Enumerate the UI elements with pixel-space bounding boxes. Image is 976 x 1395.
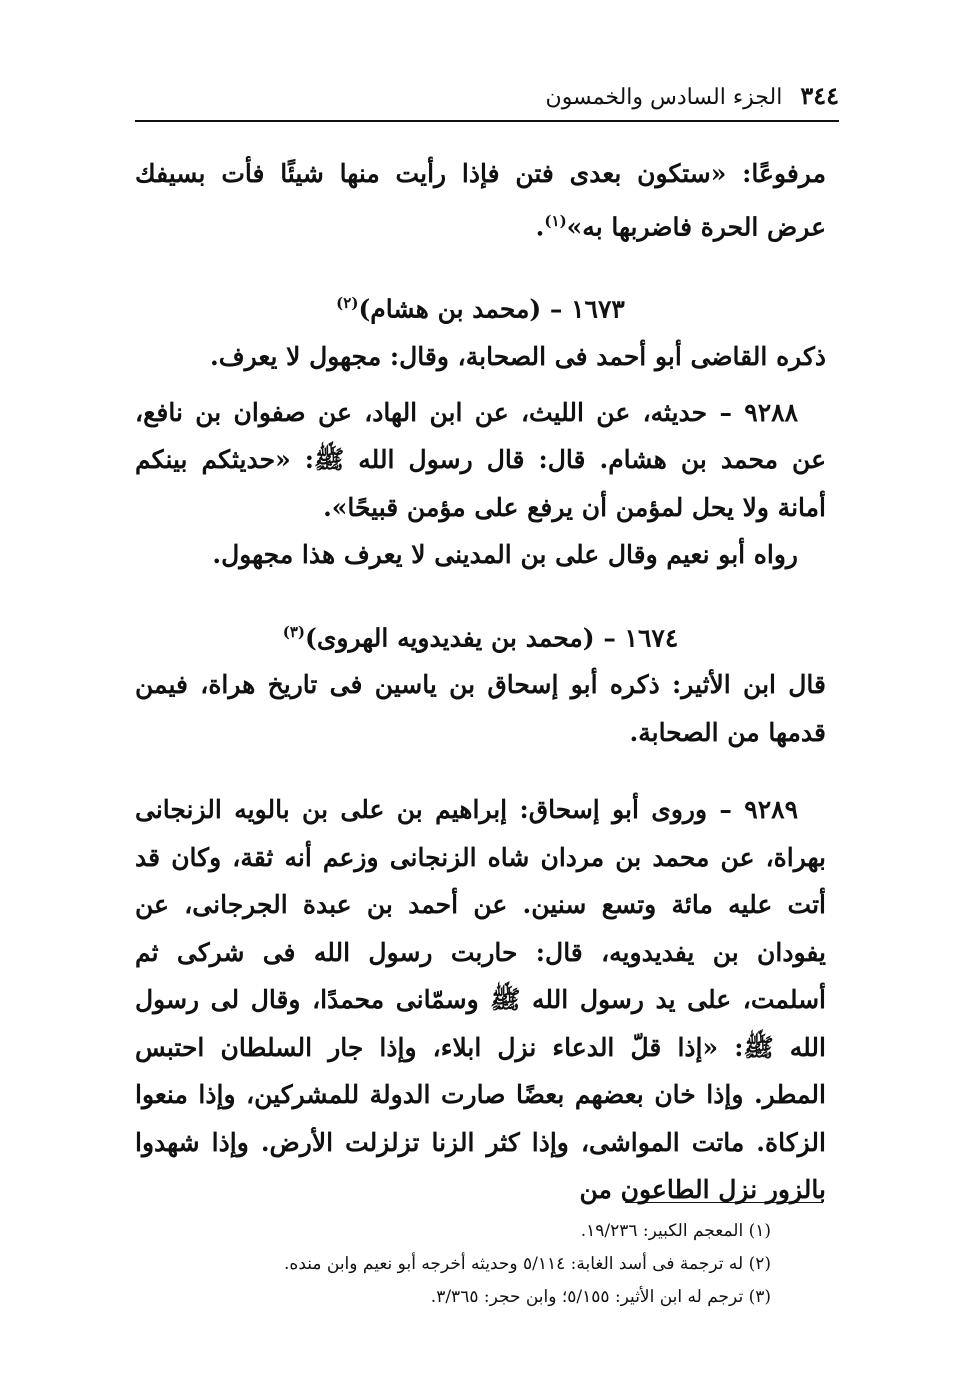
hadith-9288-note: رواه أبو نعيم وقال على بن المدينى لا يعرف هذا مجهول. (212, 540, 798, 570)
footnote-rule (625, 1202, 823, 1203)
footnote-ref: (٢) (336, 294, 359, 313)
page-number: ٣٤٤ (800, 81, 839, 110)
paragraph-text: مرفوعًا: «ستكون بعدى فتن فإذا رأيت منها شيئًا فأت بسيفك عرض الحرة فاضربها به» (135, 159, 826, 241)
header-rule (135, 120, 839, 122)
entry-title-text: ١٦٧٤ – (محمد بن يفديدويه الهروى) (305, 622, 679, 652)
paragraph-end: . (535, 211, 545, 241)
part-title: الجزء السادس والخمسون (545, 85, 783, 110)
entry-text-1673: ذكره القاضى أبو أحمد فى الصحابة، وقال: مجهول لا يعرف. (209, 342, 826, 372)
footnote-ref: (٣) (282, 622, 306, 641)
main-text (135, 150, 826, 1214)
paragraph-continued (135, 150, 826, 250)
entry-title-text: ١٦٧٣ – (محمد بن هشام) (358, 294, 625, 324)
entry-text-1674: قال ابن الأثير: ذكره أبو إسحاق بن ياسين فى تاريخ هراة، فيمن قدمها من الصحابة. (135, 670, 826, 747)
running-header (135, 70, 839, 110)
footnote-ref: (١) (544, 211, 567, 230)
footnotes (160, 1215, 771, 1314)
footnote-3: (٣) ترجم له ابن الأثير: ٥/١٥٥؛ وابن حجر: ٣/٣٦٥. (430, 1287, 771, 1307)
footnote-1: (١) المعجم الكبير: ١٩/٢٣٦. (580, 1221, 771, 1241)
entry-title-1673 (135, 280, 826, 333)
hadith-9289: ٩٢٨٩ – وروى أبو إسحاق: إبراهيم بن على بن بالويه الزنجانى بهراة، عن محمد بن مردان شاه الزنجانى وزعم أنه ثقة، وكان قد أتت عليه مائة وتسع سنين. عن أحمد بن عبدة الجرجانى، عن يفودان بن يفديدويه، قال: حاربت رسول الله فى شركى ثم أسلمت، على يد رسول الله ﷺ وسمّانى محمدًا، وقال لى رسول الله ﷺ: «إذا قلّ الدعاء نزل ابلاء، وإذا جار السلطان احتبس المطر. وإذا خان بعضهم بعضًا صارت الدولة للمشركين، وإذا منعوا الزكاة. ماتت المواشى، وإذا كثر الزنا تزلزلت الأرض. وإذا شهدوا بالزور نزل الطاعون من (135, 795, 826, 1205)
entry-title-1674 (135, 609, 826, 662)
hadith-9288: ٩٢٨٨ – حديثه، عن الليث، عن ابن الهاد، عن صفوان بن نافع، عن محمد بن هشام. قال: قال رسول الله ﷺ: «حديثكم بينكم أمانة ولا يحل لمؤمن أن يرفع على مؤمن قبيحًا». (135, 397, 826, 522)
footnote-2: (٢) له ترجمة فى أسد الغابة: ٥/١١٤ وحديثه أخرجه أبو نعيم وابن منده. (284, 1254, 771, 1274)
